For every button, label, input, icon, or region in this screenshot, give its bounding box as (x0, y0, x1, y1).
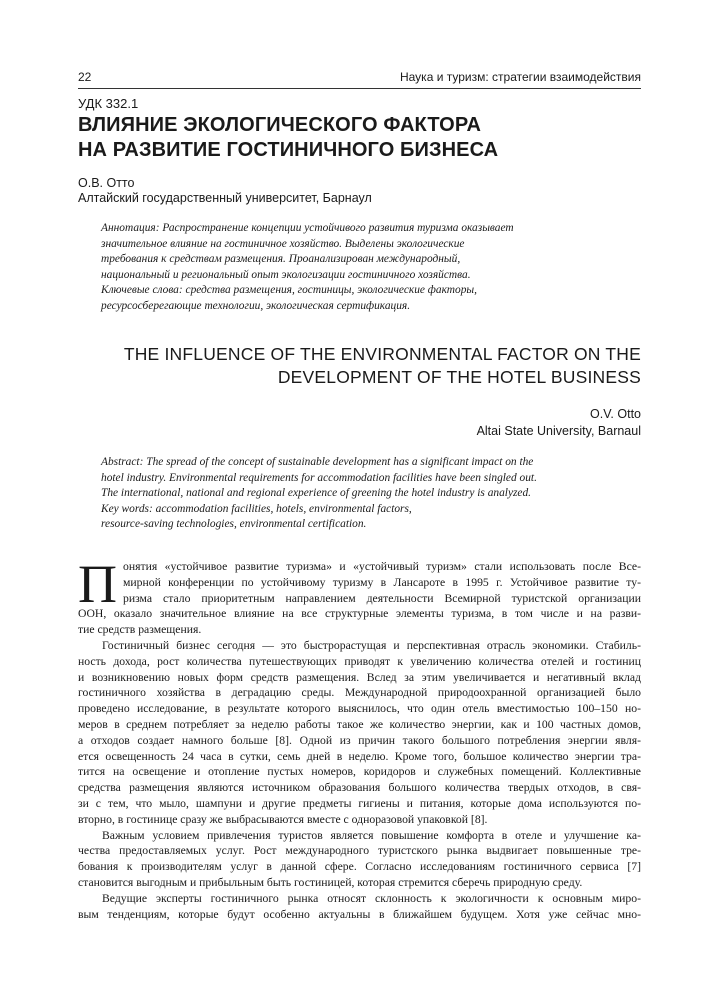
title-ru-line: НА РАЗВИТИЕ ГОСТИНИЧНОГО БИЗНЕСА (78, 139, 499, 161)
abstract-ru-line: требования к средствам размещения. Проанализирован международный, (101, 253, 461, 266)
abstract-en-line: hotel industry. Environmental requirements for accommodation facilities have been singled out. (101, 471, 537, 484)
keywords-ru-line: ресурсосберегающие технологии, экологическая сертификация. (101, 299, 411, 312)
keywords-en-line: Key words: accommodation facilities, hotels, environmental factors, (101, 502, 412, 515)
abstract-ru-line: значительное влияние на гостиничное хозяйство. Выделены экологические (101, 237, 465, 250)
body-line: средства размещения являются источником образования большого количества твердых отходов, в свя- (78, 781, 641, 795)
body-line: меров в среднем потребляет за неделю работы такое же количество энергии, как и 100 частных домов, (78, 717, 641, 731)
body-line: а отходов создает намного больше [8]. Одной из причин такого большого потребления энергии явля- (78, 733, 641, 747)
article-body (78, 554, 641, 922)
body-line: Гостиничный бизнес сегодня — это быстрорастущая и перспективная отрасль экономики. Стабиль- (102, 638, 641, 652)
title-en-line: THE INFLUENCE OF THE ENVIRONMENTAL FACTOR ON THE (123, 344, 641, 364)
abstract-ru-line: национальный и региональный опыт экологизации гостиничного хозяйства. (101, 268, 471, 281)
article-title-ru (78, 113, 641, 163)
keywords-ru-line: Ключевые слова: средства размещения, гостиницы, экологические факторы, (101, 284, 477, 297)
body-line: ность дохода, рост количества путешествующих приводят к увеличению количества отелей и гостиниц (78, 654, 641, 668)
body-line: проведено исследование, в результате которого выяснилось, что один отель вместимостью 100–150 но- (78, 702, 641, 716)
body-line: чества предоставляемых услуг. Рост международного туристского рынка выдвигает повышенные тре- (78, 844, 641, 858)
drop-cap: П (78, 554, 117, 614)
body-line: Ведущие эксперты гостиничного рынка относят склонность к экологичности к основным миро- (102, 891, 641, 905)
title-en-line: DEVELOPMENT OF THE HOTEL BUSINESS (277, 367, 641, 387)
abstract-ru (101, 221, 601, 315)
body-line: становится выгодным и прибыльным быть гостиницей, которая стремится сберечь природную среду. (78, 875, 583, 889)
abstract-en-line: Abstract: The spread of the concept of sustainable development has a significant impact on the (101, 456, 534, 468)
page-number: 22 (78, 70, 92, 84)
body-line: ООН, оказало значительное влияние на все структурные элементы туризма, в том числе и на разви- (78, 607, 641, 621)
article-title-en (78, 343, 641, 389)
body-line: ризма стало приоритетным направлением деятельности Всемирной туристской организации (123, 591, 641, 605)
body-line: ется освещенность 24 часа в сутки, семь дней в неделю. Кроме того, большое количество энергии тра- (78, 749, 641, 763)
affiliation-en: Altai State University, Barnaul (476, 424, 641, 438)
body-line: вым тенденциям, которые будут особенно актуальны в ближайшем будущем. Хотя уже сейчас мно- (78, 907, 641, 921)
body-line: и возникновению новых форм средств размещения. Вслед за этим увеличивается и негативный вклад (78, 670, 641, 684)
body-line: мирной конференции по устойчивому туризму в Лансароте в 1995 г. Устойчивое развитие ту- (123, 575, 641, 589)
body-line: бования к производителям услуг в данной сфере. Согласно исследованиям гостиничного сервиса [7] (78, 860, 641, 874)
header-rule (78, 88, 641, 89)
body-line: Важным условием привлечения туристов является повышение комфорта в отеле и улучшение ка- (102, 828, 641, 842)
journal-title: Наука и туризм: стратегии взаимодействия (399, 70, 641, 84)
body-line: тится на освещение и отопление пустых номеров, коридоров и служебных помещений. Коллективные (78, 765, 641, 779)
body-line: гостиничного хозяйства в деградацию среды. Международной природоохранной организацией было (78, 686, 641, 700)
abstract-en-line: The international, national and regional experience of greening the hotel industry is analyzed. (101, 487, 532, 500)
running-head (78, 69, 641, 85)
body-line: онятия «устойчивое развитие туризма» и «устойчивый туризм» стали использовать после Все- (123, 560, 641, 573)
body-line: зи с тем, что мыло, шампуни и другие предметы гигиены и питания, которые дома используются по- (78, 796, 641, 810)
affiliation-ru: Алтайский государственный университет, Барнаул (78, 191, 372, 205)
udc-code: УДК 332.1 (78, 96, 139, 111)
keywords-en-line: resource-saving technologies, environmental certification. (101, 518, 367, 531)
body-line: вторно, в гостинице сразу же выбрасываются вместе с одноразовой упаковкой [8]. (78, 812, 488, 826)
author-en: O.V. Otto (590, 407, 641, 421)
body-line: тие средств размещения. (78, 623, 202, 637)
abstract-en (101, 455, 601, 533)
abstract-ru-line: Аннотация: Распространение концепции устойчивого развития туризма оказывает (101, 222, 514, 234)
title-ru-line: ВЛИЯНИЕ ЭКОЛОГИЧЕСКОГО ФАКТОРА (78, 114, 482, 136)
author-ru: О.В. Отто (78, 176, 135, 190)
